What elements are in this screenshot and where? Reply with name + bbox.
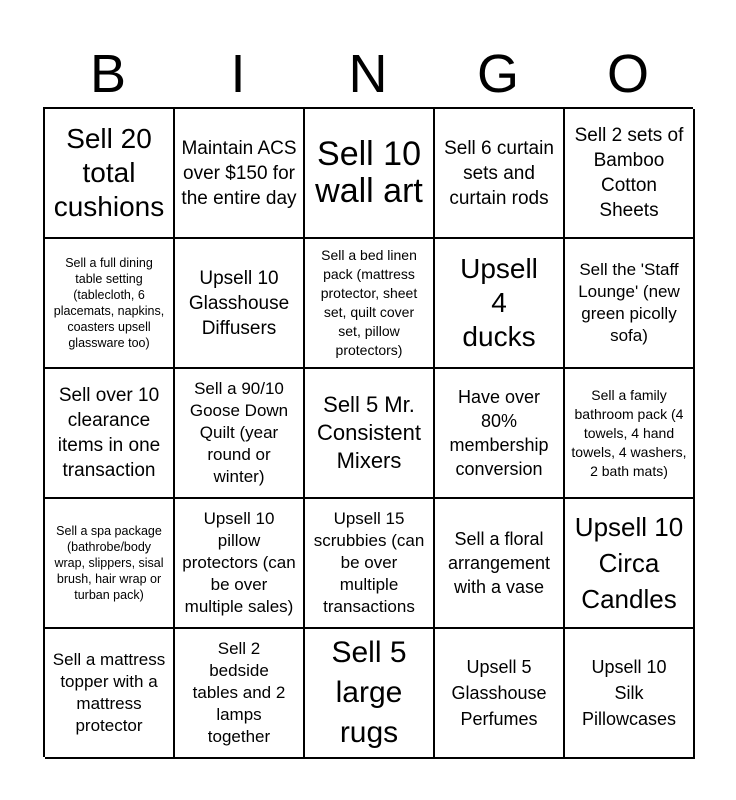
bingo-cell[interactable]: [305, 629, 435, 759]
bingo-cell[interactable]: [45, 369, 175, 499]
cell-text: Have over 80% membership conversion: [449, 387, 549, 479]
bingo-cell[interactable]: [175, 369, 305, 499]
bingo-cell[interactable]: [175, 109, 305, 239]
cell-text: Sell 5 large rugs: [331, 636, 407, 749]
bingo-grid: [43, 107, 693, 757]
bingo-cell[interactable]: [305, 239, 435, 369]
cell-text: Upsell 5 Glasshouse Perfumes: [451, 657, 547, 729]
bingo-cell[interactable]: [435, 109, 565, 239]
header-letter-b: B: [89, 44, 127, 104]
bingo-cell[interactable]: [565, 239, 695, 369]
cell-text: Sell 2 bedside tables and 2 lamps together: [192, 639, 286, 746]
header-letter-i: I: [230, 44, 246, 104]
bingo-cell[interactable]: [45, 499, 175, 629]
bingo-header: [43, 44, 693, 104]
bingo-cell[interactable]: [305, 369, 435, 499]
cell-text: Sell 5 Mr. Consistent Mixers: [317, 392, 421, 473]
bingo-cell[interactable]: [435, 629, 565, 759]
cell-text: Sell the 'Staff Lounge' (new green picolly sofa): [578, 260, 680, 345]
cell-text: Upsell 4 ducks: [460, 253, 538, 352]
bingo-cell[interactable]: [175, 499, 305, 629]
bingo-cell[interactable]: [45, 239, 175, 369]
bingo-cell[interactable]: [565, 369, 695, 499]
bingo-cell[interactable]: [435, 369, 565, 499]
bingo-cell[interactable]: [175, 239, 305, 369]
cell-text: Sell 2 sets of Bamboo Cotton Sheets: [574, 125, 684, 221]
cell-text: Sell a bed linen pack (mattress protector, sheet set, quilt cover set, pillow protectors): [320, 247, 418, 358]
bingo-cell[interactable]: [45, 109, 175, 239]
bingo-cell[interactable]: [565, 109, 695, 239]
cell-text: Sell 6 curtain sets and curtain rods: [444, 137, 554, 209]
bingo-cell[interactable]: [565, 499, 695, 629]
cell-text: Sell a full dining table setting (tablecloth, 6 placemats, napkins, coasters upsell glassware too): [53, 256, 165, 350]
cell-text: Sell a mattress topper with a mattress protector: [52, 650, 166, 735]
header-letter-o: O: [606, 44, 649, 104]
cell-text: Sell a 90/10 Goose Down Quilt (year round or winter): [189, 379, 289, 486]
bingo-cell[interactable]: [45, 629, 175, 759]
cell-text: Upsell 10 Circa Candles: [574, 512, 684, 614]
cell-text: Upsell 10 Glasshouse Diffusers: [188, 267, 290, 339]
cell-text: Sell a floral arrangement with a vase: [447, 529, 551, 597]
bingo-cell[interactable]: [565, 629, 695, 759]
cell-text: Maintain ACS over $150 for the entire day: [181, 137, 297, 209]
bingo-cell[interactable]: [305, 109, 435, 239]
cell-text: Upsell 10 Silk Pillowcases: [581, 657, 677, 729]
cell-text: Sell a spa package (bathrobe/body wrap, slippers, sisal brush, hair wrap or turban pack): [54, 524, 164, 602]
cell-text: Sell over 10 clearance items in one transaction: [57, 385, 161, 481]
cell-text: Sell a family bathroom pack (4 towels, 4 hand towels, 4 washers, 2 bath mats): [571, 386, 687, 479]
bingo-cell[interactable]: [435, 239, 565, 369]
bingo-cell[interactable]: [175, 629, 305, 759]
bingo-cell[interactable]: [435, 499, 565, 629]
cell-text: Upsell 10 pillow protectors (can be over multiple sales): [182, 509, 296, 616]
header-letter-g: G: [476, 44, 519, 104]
bingo-cell[interactable]: [305, 499, 435, 629]
cell-text: Upsell 15 scrubbies (can be over multiple transactions: [313, 509, 425, 616]
header-letter-n: N: [348, 44, 388, 104]
cell-text: Sell 10 wall art: [315, 135, 423, 210]
cell-text: Sell 20 total cushions: [53, 123, 165, 222]
